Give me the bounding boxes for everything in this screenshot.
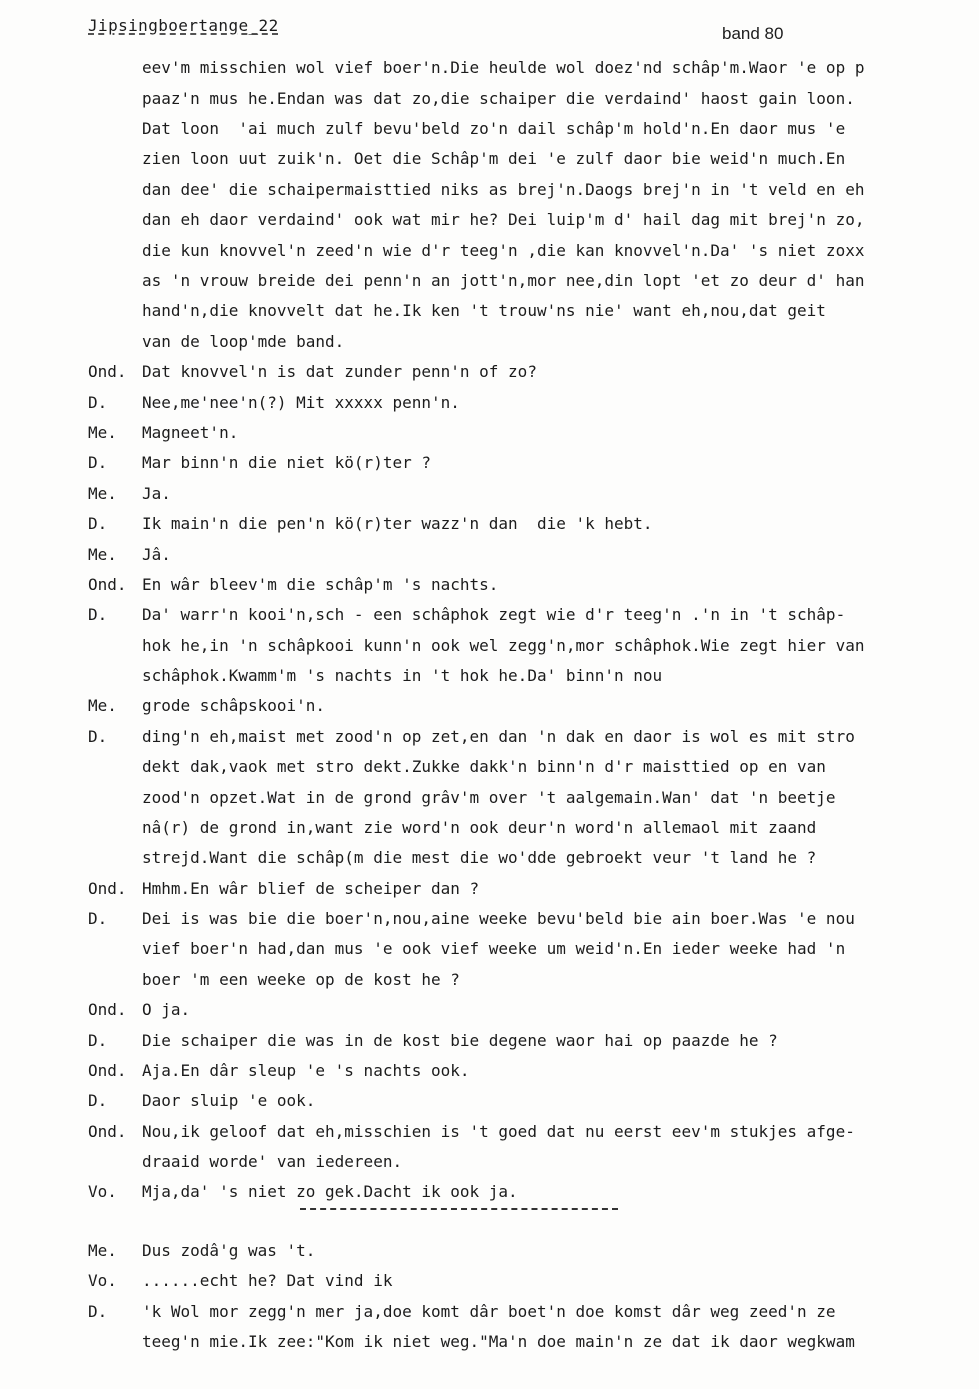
band-label: band 80 bbox=[722, 24, 784, 43]
transcript-line bbox=[0, 1297, 979, 1327]
line-text: vief boer'n had,dan mus 'e ook vief weeke um weid'n.En ieder weeke had 'n bbox=[142, 939, 846, 958]
line-text: strejd.Want die schâp(m die mest die wo'dde gebroekt veur 't land he ? bbox=[142, 848, 817, 867]
line-text: Ja. bbox=[142, 484, 171, 503]
line-text: dekt dak,vaok met stro dekt.Zukke dakk'n binn'n d'r maisttied op en van bbox=[142, 757, 826, 776]
line-text: teeg'n mie.Ik zee:"Kom ik niet weg."Ma'n doe main'n ze dat ik daor wegkwam bbox=[142, 1332, 855, 1351]
transcript-line bbox=[0, 1117, 979, 1147]
line-text: Ik main'n die pen'n kö(r)ter wazz'n dan die 'k hebt. bbox=[142, 514, 653, 533]
line-text: Nee,me'nee'n(?) Mit xxxxx penn'n. bbox=[142, 393, 460, 412]
transcript-line bbox=[0, 1177, 979, 1207]
transcript-line bbox=[0, 144, 979, 174]
transcript-line bbox=[0, 752, 979, 782]
transcript-line bbox=[0, 205, 979, 235]
transcript-line bbox=[0, 1086, 979, 1116]
transcript-line bbox=[0, 570, 979, 600]
line-text: Dei is was bie die boer'n,nou,aine weeke bevu'beld bie ain boer.Was 'e nou bbox=[142, 909, 855, 928]
transcript-line bbox=[0, 904, 979, 934]
transcript-line bbox=[0, 388, 979, 418]
speaker-label: Vo. bbox=[88, 1271, 117, 1290]
transcript-line bbox=[0, 509, 979, 539]
speaker-label: Ond. bbox=[88, 1122, 127, 1141]
speaker-label: Me. bbox=[88, 1241, 117, 1260]
line-text: Hmhm.En wâr blief de scheiper dan ? bbox=[142, 879, 480, 898]
line-text: die kun knovvel'n zeed'n wie d'r teeg'n ,die kan knovvel'n.Da' 's niet zoxx bbox=[142, 241, 865, 260]
transcript-line bbox=[0, 661, 979, 691]
line-text: Aja.En dâr sleup 'e 's nachts ook. bbox=[142, 1061, 470, 1080]
transcript-line bbox=[0, 1327, 979, 1357]
line-text: ding'n eh,maist met zood'n op zet,en dan 'n dak en daor is wol es mit stro bbox=[142, 727, 855, 746]
speaker-label: Ond. bbox=[88, 1000, 127, 1019]
transcript-line bbox=[0, 236, 979, 266]
speaker-label: D. bbox=[88, 1091, 108, 1110]
transcript-line bbox=[0, 357, 979, 387]
line-text: dan eh daor verdaind' ook wat mir he? Dei luip'm d' hail dag mit brej'n zo, bbox=[142, 210, 865, 229]
line-text: Die schaiper die was in de kost bie degene waor hai op paazde he ? bbox=[142, 1031, 778, 1050]
transcript-line bbox=[0, 540, 979, 570]
line-text: O ja. bbox=[142, 1000, 191, 1019]
line-text: hok he,in 'n schâpkooi kunn'n ook wel zegg'n,mor schâphok.Wie zegt hier van bbox=[142, 636, 865, 655]
line-text: grode schâpskooi'n. bbox=[142, 696, 326, 715]
speaker-label: D. bbox=[88, 1302, 108, 1321]
line-text: boer 'm een weeke op de kost he ? bbox=[142, 970, 460, 989]
transcript-line bbox=[0, 448, 979, 478]
line-text: ......echt he? Dat vind ik bbox=[142, 1271, 393, 1290]
transcript-line bbox=[0, 965, 979, 995]
line-text: Dat knovvel'n is dat zunder penn'n of zo? bbox=[142, 362, 537, 381]
line-text: zood'n opzet.Wat in de grond grâv'm over 't aalgemain.Wan' dat 'n beetje bbox=[142, 788, 836, 807]
line-text: hand'n,die knovvelt dat he.Ik ken 't trouw'ns nie' want eh,nou,dat geit bbox=[142, 301, 826, 320]
transcript-line bbox=[0, 327, 979, 357]
speaker-label: D. bbox=[88, 727, 108, 746]
line-text: Mar binn'n die niet kö(r)ter ? bbox=[142, 453, 431, 472]
line-text: Da' warr'n kooi'n,sch - een schâphok zegt wie d'r teeg'n .'n in 't schâp- bbox=[142, 605, 846, 624]
line-text: dan dee' die schaipermaisttied niks as brej'n.Daogs brej'n in 't veld en eh bbox=[142, 180, 865, 199]
line-text: Magneet'n. bbox=[142, 423, 239, 442]
transcript-line bbox=[0, 874, 979, 904]
transcript-line bbox=[0, 53, 979, 83]
line-text: Nou,ik geloof dat eh,misschien is 't goed dat nu eerst eev'm stukjes afge- bbox=[142, 1122, 855, 1141]
transcript-line bbox=[0, 175, 979, 205]
speaker-label: D. bbox=[88, 605, 108, 624]
line-text: van de loop'mde band. bbox=[142, 332, 345, 351]
line-text: schâphok.Kwamm'm 's nachts in 't hok he.Da' binn'n nou bbox=[142, 666, 663, 685]
speaker-label: D. bbox=[88, 1031, 108, 1050]
document-title: Jipsingboertange_22 bbox=[88, 16, 279, 35]
line-text: Mja,da' 's niet zo gek.Dacht ik ook ja. bbox=[142, 1182, 518, 1201]
transcript-line bbox=[0, 296, 979, 326]
speaker-label: Me. bbox=[88, 696, 117, 715]
transcript-line bbox=[0, 1056, 979, 1086]
speaker-label: Ond. bbox=[88, 879, 127, 898]
transcript-line bbox=[0, 691, 979, 721]
line-text: as 'n vrouw breide dei penn'n an jott'n,mor nee,din lopt 'et zo deur d' han bbox=[142, 271, 865, 290]
line-text: zien loon uut zuik'n. Oet die Schâp'm dei 'e zulf daor bie weid'n much.En bbox=[142, 149, 846, 168]
line-text: draaid worde' van iedereen. bbox=[142, 1152, 403, 1171]
transcript-line bbox=[0, 631, 979, 661]
transcript-line bbox=[0, 783, 979, 813]
line-text: eev'm misschien wol vief boer'n.Die heulde wol doez'nd schâp'm.Waor 'e op p bbox=[142, 58, 865, 77]
transcript-line bbox=[0, 813, 979, 843]
line-text: Jâ. bbox=[142, 545, 171, 564]
transcript-line bbox=[0, 418, 979, 448]
transcript-line bbox=[0, 1266, 979, 1296]
speaker-label: D. bbox=[88, 514, 108, 533]
transcript-line bbox=[0, 114, 979, 144]
speaker-label: D. bbox=[88, 909, 108, 928]
speaker-label: Vo. bbox=[88, 1182, 117, 1201]
speaker-label: Me. bbox=[88, 423, 117, 442]
line-text: Dat loon 'ai much zulf bevu'beld zo'n dail schâp'm hold'n.En daor mus 'e bbox=[142, 119, 846, 138]
speaker-label: D. bbox=[88, 393, 108, 412]
transcript-line bbox=[0, 934, 979, 964]
transcript-line bbox=[0, 266, 979, 296]
transcript-line bbox=[0, 1236, 979, 1266]
speaker-label: Ond. bbox=[88, 575, 127, 594]
speaker-label: Me. bbox=[88, 545, 117, 564]
speaker-label: D. bbox=[88, 453, 108, 472]
section-divider bbox=[300, 1208, 618, 1210]
transcript-line bbox=[0, 84, 979, 114]
transcript-line bbox=[0, 600, 979, 630]
line-text: nâ(r) de grond in,want zie word'n ook deur'n word'n allemaol mit zaand bbox=[142, 818, 817, 837]
speaker-label: Ond. bbox=[88, 1061, 127, 1080]
transcript-line bbox=[0, 1147, 979, 1177]
speaker-label: Ond. bbox=[88, 362, 127, 381]
transcript-line bbox=[0, 843, 979, 873]
line-text: Daor sluip 'e ook. bbox=[142, 1091, 316, 1110]
transcript-line bbox=[0, 479, 979, 509]
line-text: Dus zodâ'g was 't. bbox=[142, 1241, 316, 1260]
line-text: En wâr bleev'm die schâp'm 's nachts. bbox=[142, 575, 499, 594]
transcript-line bbox=[0, 1026, 979, 1056]
transcript-line bbox=[0, 722, 979, 752]
speaker-label: Me. bbox=[88, 484, 117, 503]
transcript-line bbox=[0, 995, 979, 1025]
line-text: paaz'n mus he.Endan was dat zo,die schaiper die verdaind' haost gain loon. bbox=[142, 89, 855, 108]
line-text: 'k Wol mor zegg'n mer ja,doe komt dâr boet'n doe komst dâr weg zeed'n ze bbox=[142, 1302, 836, 1321]
